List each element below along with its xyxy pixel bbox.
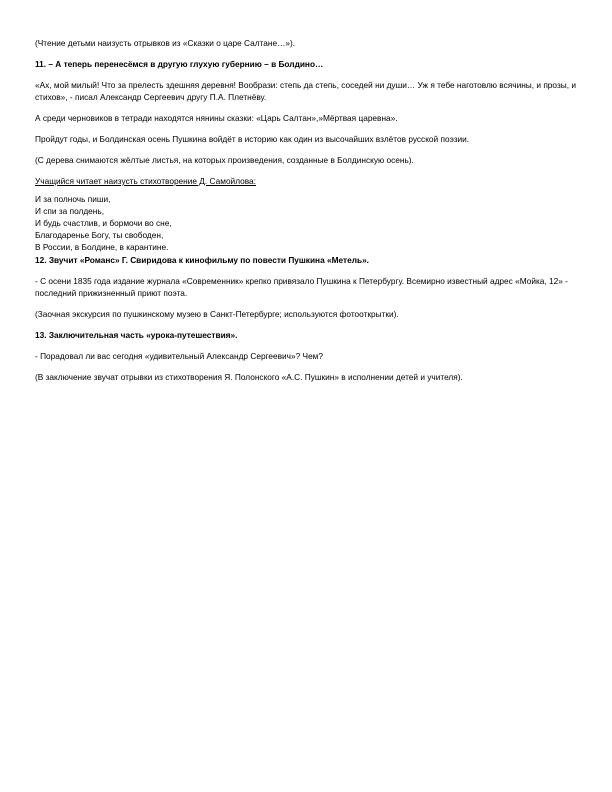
paragraph-sovremennik: - С осени 1835 года издание журнала «Современник» крепко привязало Пушкина к Петербургу. Всемирно известный адрес «Мойка, 12» - последний прижизненный приют поэта.: [35, 276, 568, 298]
paragraph-drafts: А среди черновиков в тетради находятся нянины сказки: «Царь Салтан»,»Мёртвая царевна».: [35, 113, 398, 123]
paragraph-reading-salt: (Чтение детьми наизусть отрывков из «Сказки о царе Салтане…»).: [35, 38, 296, 48]
paragraph-conclusion: (В заключение звучат отрывки из стихотворения Я. Полонского «А.С. Пушкин» в исполнении детей и учителя).: [35, 372, 463, 382]
poem-line: И будь счастлив, и бормочи во сне,: [35, 218, 172, 228]
paragraph-boldino-autumn: Пройдут годы, и Болдинская осень Пушкина войдёт в историю как один из высочайших взлётов русской поэзии.: [35, 134, 470, 144]
document-body: [35, 37, 580, 392]
paragraph-question: - Порадовал ли вас сегодня «удивительный Александр Сергеевич»? Чем?: [35, 351, 324, 361]
poem-line: Благодаренье Богу, ты свободен,: [35, 230, 164, 240]
heading-section-13: 13. Заключительная часть «урока-путешествия».: [35, 330, 238, 340]
heading-section-12: 12. Звучит «Романс» Г. Свиридова к кинофильму по повести Пушкина «Метель».: [35, 255, 369, 265]
paragraph-poem-intro: Учащийся читает наизусть стихотворение Д. Самойлова:: [35, 176, 256, 186]
poem-line: И спи за полдень,: [35, 206, 105, 216]
poem-line: И за полночь пиши,: [35, 194, 111, 204]
heading-section-11: 11. – А теперь перенесёмся в другую глухую губернию – в Болдино…: [35, 59, 324, 69]
paragraph-museum-tour: (Заочная экскурсия по пушкинскому музею в Санкт-Петербурге; используются фотооткрытки).: [35, 309, 399, 319]
paragraph-pletnev-letter: «Ах, мой милый! Что за прелесть здешняя деревня! Вообрази: степь да степь, соседей ни души… Уж я тебе наготовлю всячины, и прозы, и стихов», - писал Александр Сергеевич другу П.А. Плетнёву.: [35, 80, 576, 102]
poem: [35, 193, 580, 253]
paragraph-yellow-leaves: (С дерева снимаются жёлтые листья, на которых произведения, созданные в Болдинскую осень).: [35, 155, 414, 165]
poem-line: В России, в Болдине, в карантине.: [35, 242, 169, 252]
